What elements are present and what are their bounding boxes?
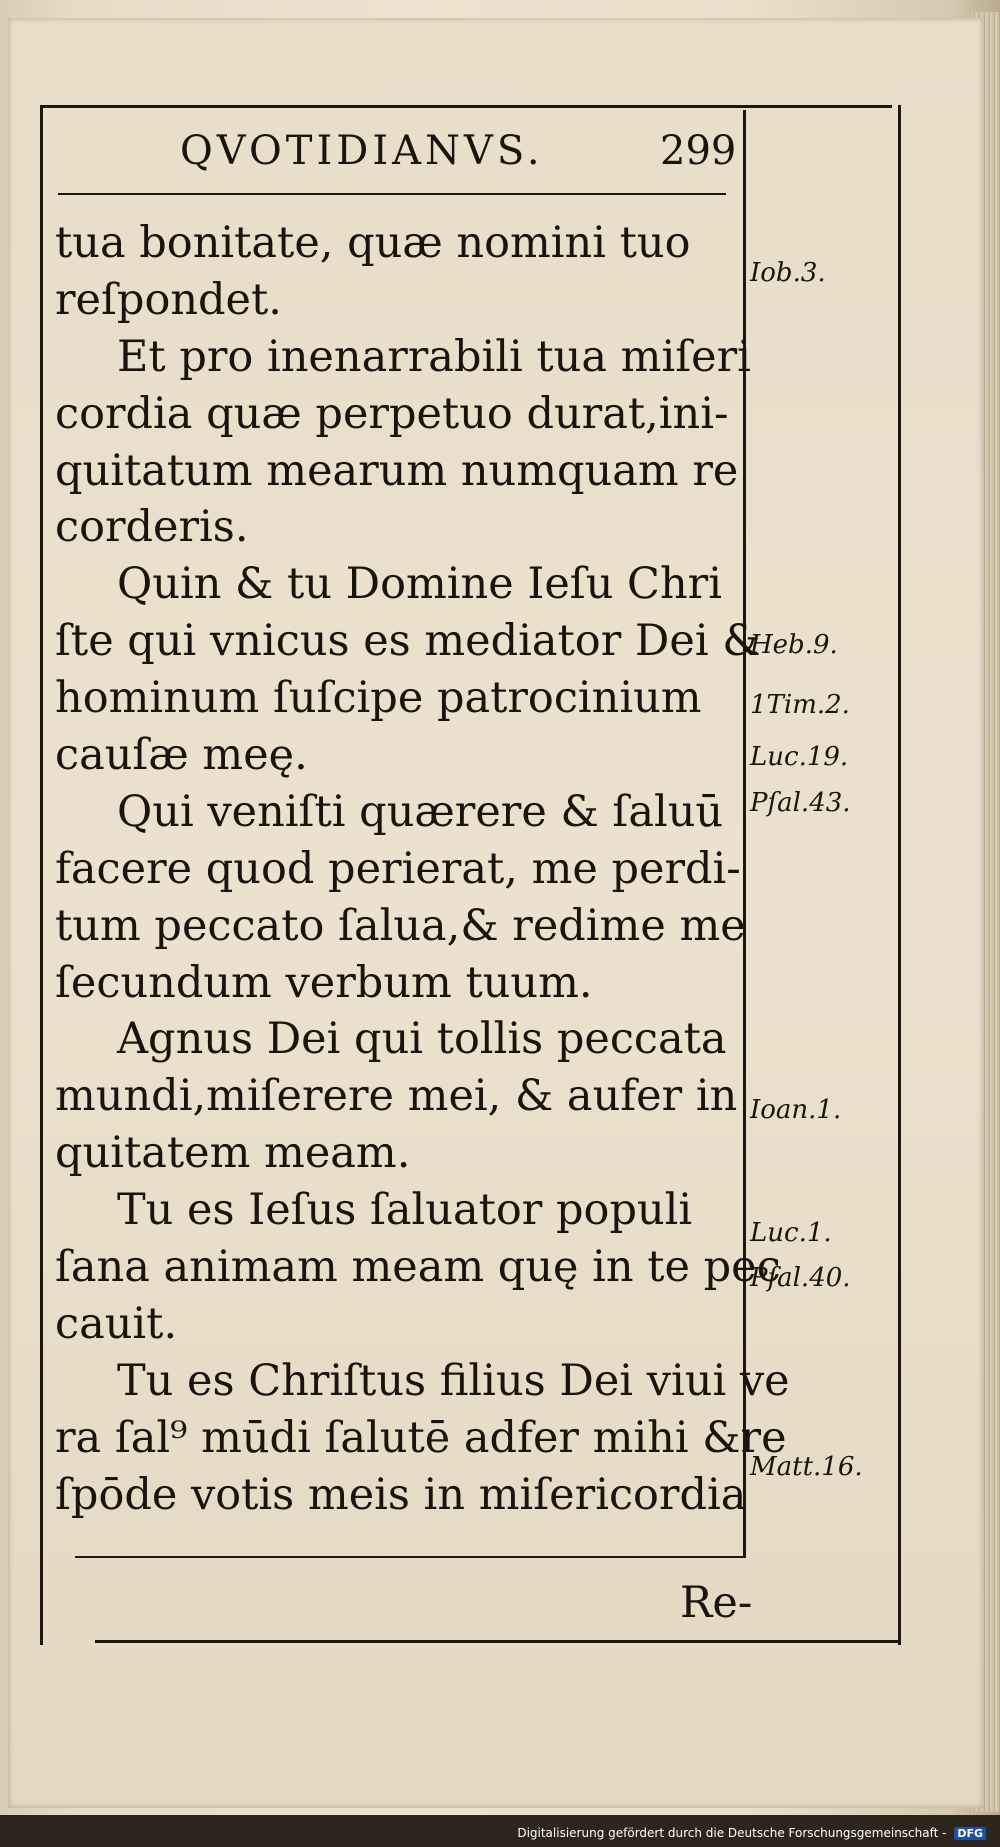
text-line: Qui veniſti quærere & ſaluū — [117, 786, 724, 837]
text-line: Agnus Dei qui tollis peccata — [117, 1014, 727, 1065]
text-line: ſte qui vnicus es mediator Dei & — [55, 616, 761, 667]
text-line: corderis. — [55, 502, 249, 553]
frame-rule-top — [40, 105, 892, 108]
text-line: cordia quæ perpetuo durat,ini- — [55, 388, 729, 439]
frame-rule-right — [898, 105, 901, 1645]
text-line: quitatum mearum numquam re — [55, 445, 739, 496]
text-line: ſpōde votis meis in miſericordia — [55, 1469, 747, 1520]
margin-note: Iob.3. — [750, 258, 826, 288]
margin-note: Luc.1. — [750, 1218, 832, 1248]
text-line: Quin & tu Domine Ieſu Chri — [117, 559, 722, 610]
text-line: Tu es Chriſtus filius Dei viui ve — [117, 1355, 790, 1406]
margin-note: Pſal.40. — [750, 1263, 851, 1293]
margin-note: 1Tim.2. — [750, 690, 850, 720]
text-line: tua bonitate, quæ nomini tuo — [55, 218, 691, 268]
margin-note: Matt.16. — [750, 1452, 863, 1482]
text-line: ra ſal⁹ mūdi ſalutē adfer mihi &re — [55, 1412, 787, 1463]
text-line: mundi,miſerere mei, & aufer in — [55, 1071, 738, 1122]
credit-text: Digitalisierung gefördert durch die Deutsche Forschungsgemeinschaft - — [517, 1826, 947, 1840]
catchword: Re- — [680, 1578, 753, 1628]
text-line: ſecundum verbum tuum. — [55, 957, 593, 1008]
text-line: cauit. — [55, 1298, 178, 1349]
text-line: Et pro inenarrabili tua miſeri — [117, 331, 751, 382]
dfg-logo: DFG — [954, 1827, 986, 1840]
header-rule — [58, 193, 726, 195]
margin-note: Heb.9. — [750, 630, 838, 660]
text-line: cauſæ meę. — [55, 730, 308, 781]
text-line: reſpondet. — [55, 274, 282, 325]
text-line: ſana animam meam quę in te pec — [55, 1242, 781, 1293]
running-head: QVOTIDIANVS. — [180, 128, 544, 174]
margin-note: Pſal.43. — [750, 788, 851, 818]
text-line: quitatem meam. — [55, 1128, 411, 1179]
footer-rule — [75, 1556, 745, 1558]
page-number: 299 — [660, 128, 737, 174]
text-line: Tu es Ieſus ſaluator populi — [117, 1185, 693, 1236]
margin-note: Luc.19. — [750, 742, 849, 772]
text-line: tum peccato ſalua,& redime me — [55, 900, 746, 951]
frame-rule-left — [40, 105, 43, 1645]
text-line: hominum ſuſcipe patrocinium — [55, 673, 702, 724]
margin-note: Ioan.1. — [750, 1095, 842, 1125]
digitization-credit — [517, 1826, 986, 1840]
text-line: facere quod perierat, me perdi- — [55, 843, 741, 894]
frame-rule-bottom — [95, 1640, 900, 1643]
